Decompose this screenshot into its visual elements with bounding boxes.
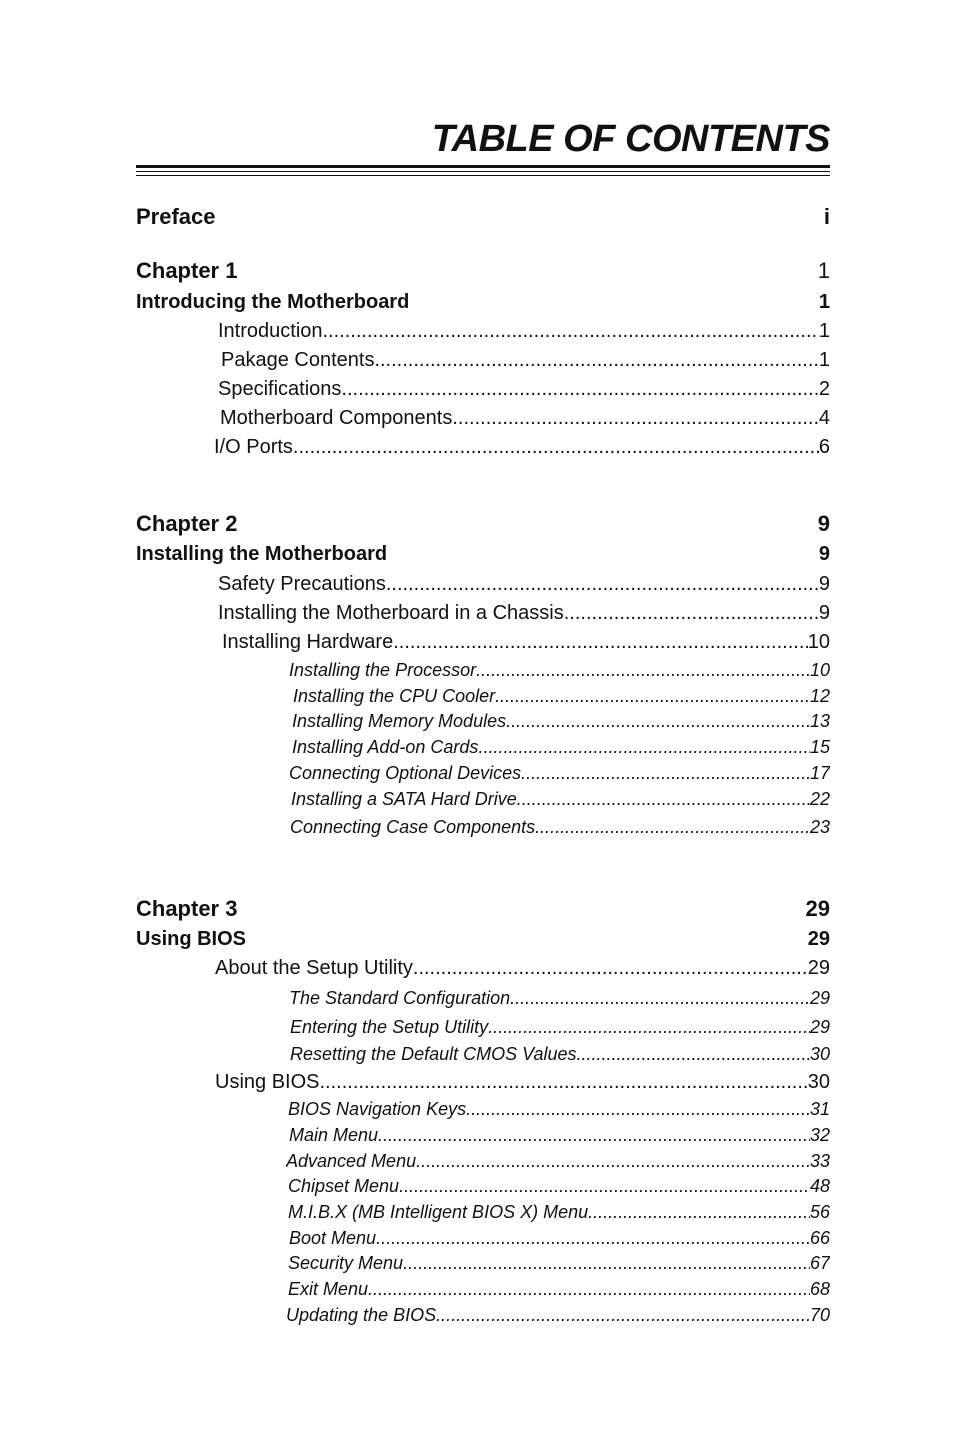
toc-entry-page: 23 — [809, 817, 830, 837]
toc-subentry[interactable] — [292, 737, 830, 758]
toc-subentry[interactable] — [288, 1176, 830, 1197]
toc-subentry[interactable] — [290, 1044, 830, 1065]
dot-leader — [436, 1305, 810, 1326]
toc-entry-page: 30 — [809, 1044, 830, 1064]
dot-leader — [488, 1017, 810, 1038]
chapter-title: Using BIOS — [136, 928, 247, 950]
toc-subentry[interactable] — [290, 817, 830, 838]
toc-entry-label: The Standard Configuration — [289, 988, 511, 1008]
toc-entry-label: I/O Ports — [214, 436, 293, 458]
toc-entry-page: 56 — [809, 1202, 830, 1222]
toc-entry[interactable] — [218, 320, 830, 343]
toc-entry-label: Connecting Case Components — [290, 817, 536, 837]
toc-entry-label: Boot Menu — [289, 1228, 377, 1248]
chapter-title: Installing the Motherboard — [136, 543, 388, 565]
toc-entry-page: 12 — [809, 686, 830, 706]
toc-entry[interactable] — [218, 573, 830, 596]
toc-entry-label: Connecting Optional Devices — [289, 763, 522, 783]
toc-subentry[interactable] — [288, 1099, 830, 1120]
toc-entry[interactable] — [221, 349, 830, 372]
toc-entry-page: 17 — [809, 763, 830, 783]
toc-entry-page: 31 — [809, 1099, 830, 1119]
dot-leader — [535, 817, 810, 838]
toc-chapter-2-title[interactable] — [136, 543, 830, 566]
toc-entry-page: 29 — [809, 988, 830, 1008]
toc-entry-label: Pakage Contents — [221, 349, 375, 371]
dot-leader — [466, 1099, 810, 1120]
toc-subentry[interactable] — [286, 1305, 830, 1326]
toc-entry-page: 30 — [807, 1071, 830, 1093]
toc-entry-label: Using BIOS — [215, 1071, 320, 1093]
title-rule-thin — [136, 171, 830, 172]
toc-subentry[interactable] — [288, 1279, 830, 1300]
toc-entry-page: 10 — [807, 631, 830, 653]
toc-subentry[interactable] — [293, 686, 830, 707]
toc-entry[interactable] — [214, 436, 830, 459]
toc-entry-page: 13 — [809, 711, 830, 731]
toc-entry-label: Installing the Processor — [289, 660, 477, 680]
dot-leader — [323, 320, 819, 343]
toc-chapter-3-title[interactable] — [136, 928, 830, 951]
toc-entry-label: Safety Precautions — [218, 573, 386, 595]
toc-entry-label: Installing the Motherboard in a Chassis — [218, 602, 564, 624]
dot-leader — [393, 631, 808, 654]
toc-entry-label: M.I.B.X (MB Intelligent BIOS X) Menu — [288, 1202, 589, 1222]
toc-entry-label: Advanced Menu — [286, 1151, 417, 1171]
toc-entry-label: Specifications — [218, 378, 342, 400]
toc-entry-page: 22 — [809, 789, 830, 809]
dot-leader — [495, 686, 810, 707]
dot-leader — [452, 407, 819, 430]
toc-entry-label: Installing Memory Modules — [292, 711, 507, 731]
toc-entry-page: 33 — [809, 1151, 830, 1171]
dot-leader — [413, 957, 808, 980]
toc-entry-page: 15 — [809, 737, 830, 757]
toc-entry-page: 68 — [809, 1279, 830, 1299]
toc-entry[interactable] — [218, 378, 830, 401]
dot-leader — [576, 1044, 809, 1065]
toc-entry[interactable] — [220, 407, 830, 430]
dot-leader — [399, 1176, 810, 1197]
preface-label: Preface — [136, 204, 216, 229]
toc-entry[interactable] — [215, 1071, 830, 1094]
toc-preface[interactable] — [136, 204, 830, 230]
toc-entry-label: Installing the CPU Cooler — [293, 686, 496, 706]
toc-entry-label: Security Menu — [288, 1253, 404, 1273]
toc-entry-page: 9 — [818, 573, 830, 595]
dot-leader — [293, 436, 819, 459]
toc-subentry[interactable] — [289, 763, 830, 784]
toc-subentry[interactable] — [292, 711, 830, 732]
toc-subentry[interactable] — [289, 660, 830, 681]
chapter-title-page: 9 — [818, 543, 830, 565]
dot-leader — [386, 573, 819, 596]
toc-entry-label: Updating the BIOS — [286, 1305, 437, 1325]
chapter-title-page: 1 — [818, 291, 830, 313]
toc-entry-label: Main Menu — [289, 1125, 379, 1145]
toc-entry-page: 29 — [809, 1017, 830, 1037]
dot-leader — [374, 349, 818, 372]
toc-entry-page: 48 — [809, 1176, 830, 1196]
toc-entry-page: 1 — [818, 349, 830, 371]
dot-leader — [341, 378, 818, 401]
toc-entry-page: 2 — [818, 378, 830, 400]
chapter-page: 9 — [817, 511, 830, 536]
preface-page: i — [823, 204, 830, 229]
toc-entry-page: 6 — [818, 436, 830, 458]
toc-subentry[interactable] — [286, 1151, 830, 1172]
toc-entry-label: About the Setup Utility — [215, 957, 413, 979]
dot-leader — [521, 763, 810, 784]
toc-entry-label: Installing Add-on Cards — [292, 737, 479, 757]
toc-subentry[interactable] — [288, 1253, 830, 1274]
toc-entry-label: BIOS Navigation Keys — [288, 1099, 467, 1119]
dot-leader — [564, 602, 819, 625]
dot-leader — [517, 789, 810, 810]
chapter-title-page: 29 — [807, 928, 830, 950]
toc-entry[interactable] — [215, 957, 830, 980]
title-rule-thick — [136, 165, 830, 168]
toc-entry-page: 4 — [818, 407, 830, 429]
toc-subentry[interactable] — [291, 789, 830, 810]
toc-entry-page: 67 — [809, 1253, 830, 1273]
toc-chapter-3[interactable] — [136, 896, 830, 922]
toc-entry-label: Installing a SATA Hard Drive — [291, 789, 517, 809]
dot-leader — [416, 1151, 810, 1172]
toc-entry[interactable] — [222, 631, 830, 654]
toc-chapter-1-title[interactable] — [136, 291, 830, 314]
dot-leader — [378, 1125, 810, 1146]
toc-subentry[interactable] — [289, 988, 830, 1009]
page-title: TABLE OF CONTENTS — [431, 118, 830, 160]
dot-leader — [476, 660, 810, 681]
dot-leader — [506, 711, 810, 732]
toc-subentry[interactable] — [289, 1228, 830, 1249]
toc-entry[interactable] — [218, 602, 830, 625]
toc-subentry[interactable] — [290, 1017, 830, 1038]
dot-leader — [403, 1253, 810, 1274]
toc-entry-label: Entering the Setup Utility — [290, 1017, 489, 1037]
toc-chapter-2[interactable] — [136, 511, 830, 537]
toc-entry-label: Introduction — [218, 320, 323, 342]
chapter-label: Chapter 3 — [136, 896, 238, 921]
chapter-page: 29 — [805, 896, 830, 921]
toc-entry-page: 1 — [818, 320, 830, 342]
chapter-page: 1 — [817, 258, 830, 283]
dot-leader — [376, 1228, 810, 1249]
toc-entry-page: 9 — [818, 602, 830, 624]
dot-leader — [368, 1279, 810, 1300]
toc-entry-page: 29 — [807, 957, 830, 979]
title-rule-thin-lower — [136, 175, 830, 176]
toc-entry-page: 10 — [809, 660, 830, 680]
dot-leader — [319, 1071, 807, 1094]
toc-entry-page: 32 — [809, 1125, 830, 1145]
toc-subentry[interactable] — [289, 1125, 830, 1146]
chapter-title: Introducing the Motherboard — [136, 291, 410, 313]
toc-entry-label: Exit Menu — [288, 1279, 369, 1299]
dot-leader — [510, 988, 810, 1009]
toc-entry-label: Motherboard Components — [220, 407, 453, 429]
toc-entry-label: Installing Hardware — [222, 631, 394, 653]
toc-entry-page: 70 — [809, 1305, 830, 1325]
dot-leader — [588, 1202, 810, 1223]
dot-leader — [478, 737, 810, 758]
toc-entry-label: Resetting the Default CMOS Values — [290, 1044, 577, 1064]
chapter-label: Chapter 2 — [136, 511, 238, 536]
chapter-label: Chapter 1 — [136, 258, 238, 283]
toc-entry-page: 66 — [809, 1228, 830, 1248]
toc-entry-label: Chipset Menu — [288, 1176, 400, 1196]
toc-chapter-1[interactable] — [136, 258, 830, 284]
toc-subentry[interactable] — [288, 1202, 830, 1223]
